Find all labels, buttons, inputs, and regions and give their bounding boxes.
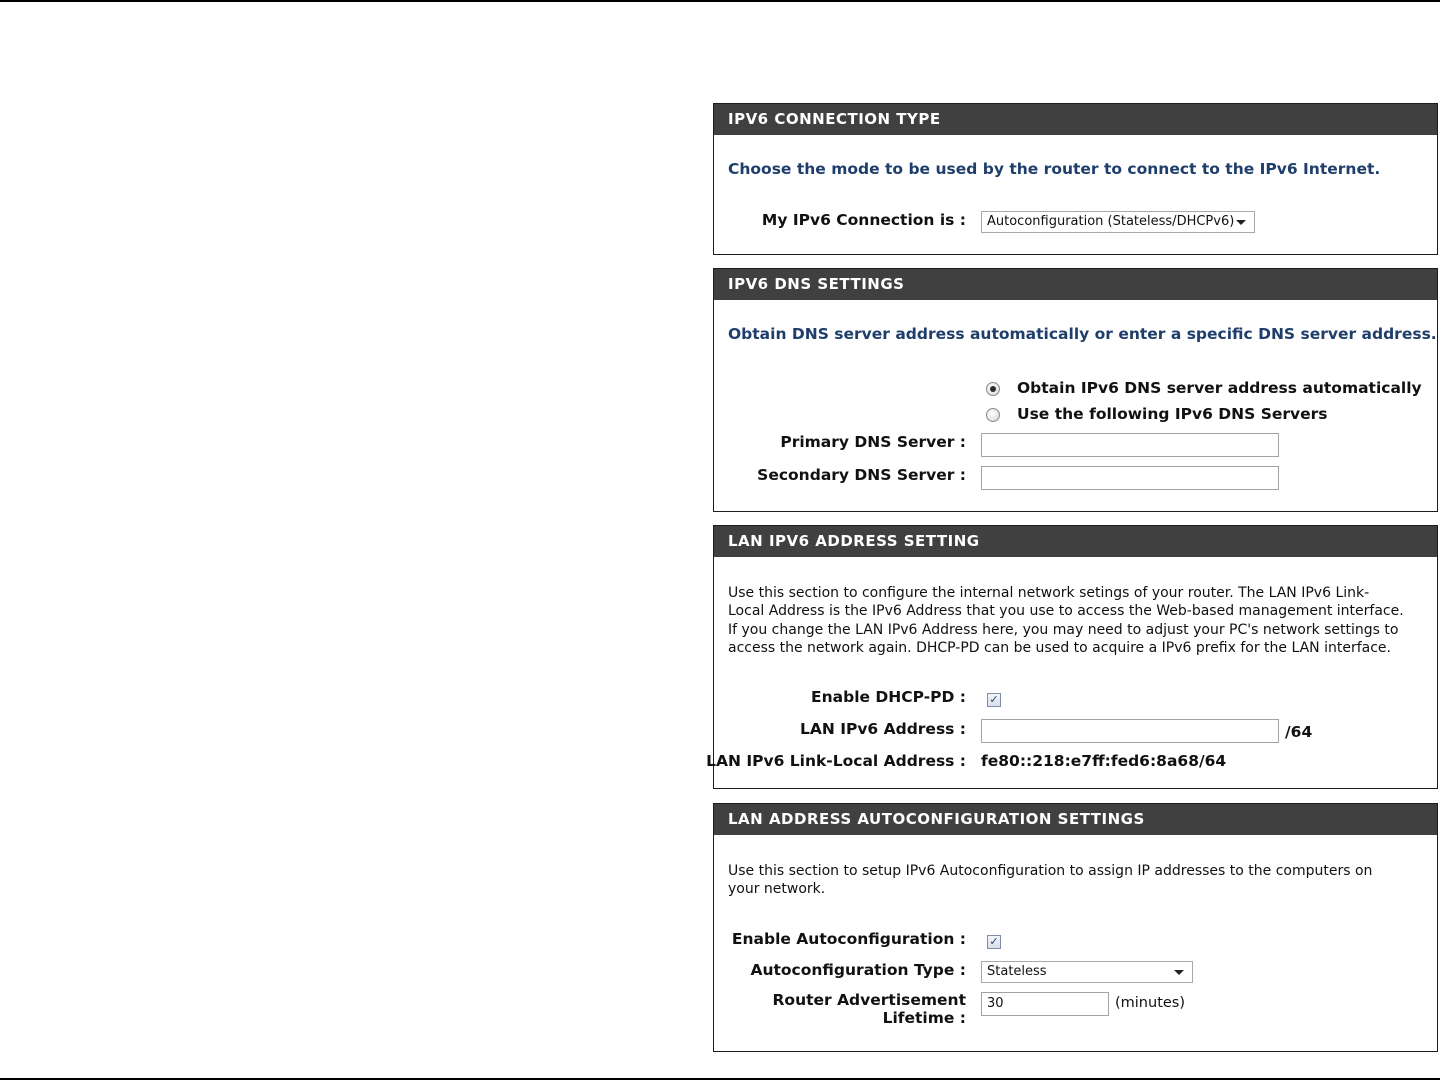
ipv6-connection-type-header: IPV6 CONNECTION TYPE [714, 104, 1437, 135]
primary-dns-label: Primary DNS Server : [780, 433, 966, 451]
dns-auto-radio-label[interactable]: Obtain IPv6 DNS server address automatically [1017, 379, 1422, 397]
bottom-rule [0, 1078, 1440, 1080]
intro-line: your network. [728, 881, 826, 898]
chevron-down-icon [1236, 220, 1246, 225]
router-adv-lifetime-label-line1: Router Advertisement [772, 991, 966, 1009]
ipv6-dns-settings-intro: Obtain DNS server address automatically or enter a specific DNS server address. [728, 325, 1437, 343]
dhcp-pd-checkbox[interactable]: ✓ [987, 693, 1001, 707]
connection-type-label: My IPv6 Connection is : [761, 211, 966, 229]
autoconfig-type-select[interactable] [981, 961, 1193, 983]
ipv6-dns-settings-header: IPV6 DNS SETTINGS [714, 269, 1437, 300]
top-rule [0, 0, 1440, 2]
intro-line: Local Address is the IPv6 Address that you use to access the Web-based management interface. [728, 603, 1404, 620]
ipv6-connection-type-intro: Choose the mode to be used by the router to connect to the IPv6 Internet. [728, 160, 1381, 178]
ipv6-connection-type-panel [713, 103, 1438, 255]
prefix-length-suffix: /64 [1285, 723, 1313, 741]
secondary-dns-label: Secondary DNS Server : [757, 466, 966, 484]
intro-line: Use this section to configure the internal network setings of your router. The LAN IPv6 Link- [728, 585, 1370, 601]
link-local-value: fe80::218:e7ff:fed6:8a68/64 [981, 752, 1227, 770]
lan-autoconfig-panel [713, 803, 1438, 1052]
lan-autoconfig-header: LAN ADDRESS AUTOCONFIGURATION SETTINGS [714, 804, 1437, 835]
router-adv-lifetime-label-line2: Lifetime : [882, 1009, 966, 1027]
dhcp-pd-label: Enable DHCP-PD : [811, 688, 966, 706]
link-local-label: LAN IPv6 Link-Local Address : [706, 752, 966, 770]
lan-ipv6-address-input[interactable] [981, 719, 1279, 743]
router-adv-lifetime-label [772, 991, 966, 1027]
connection-type-select[interactable] [981, 211, 1255, 233]
dns-manual-radio[interactable] [986, 408, 1000, 422]
secondary-dns-input[interactable] [981, 466, 1279, 490]
lan-ipv6-address-intro [728, 584, 1428, 657]
lan-ipv6-address-panel [706, 525, 1438, 789]
router-adv-lifetime-input[interactable]: 30 [981, 992, 1109, 1016]
autoconfig-type-value: Stateless [987, 964, 1047, 979]
enable-autoconfig-checkbox[interactable]: ✓ [987, 935, 1001, 949]
dns-manual-radio-label[interactable]: Use the following IPv6 DNS Servers [1017, 405, 1328, 423]
primary-dns-input[interactable] [981, 433, 1279, 457]
lan-autoconfig-intro [728, 862, 1428, 899]
lifetime-unit: (minutes) [1115, 995, 1186, 1011]
connection-type-value: Autoconfiguration (Stateless/DHCPv6) [987, 214, 1235, 229]
lan-ipv6-address-label: LAN IPv6 Address : [799, 720, 966, 738]
enable-autoconfig-label: Enable Autoconfiguration : [731, 930, 966, 948]
intro-line: If you change the LAN IPv6 Address here, you may need to adjust your PC's network settings to [728, 621, 1399, 638]
chevron-down-icon [1174, 970, 1184, 975]
dns-auto-radio[interactable] [986, 382, 1000, 396]
intro-line: access the network again. DHCP-PD can be used to acquire a IPv6 prefix for the LAN interface. [728, 639, 1391, 656]
autoconfig-type-label: Autoconfiguration Type : [750, 961, 966, 979]
lan-ipv6-address-header: LAN IPV6 ADDRESS SETTING [714, 526, 1437, 557]
intro-line: Use this section to setup IPv6 Autoconfiguration to assign IP addresses to the computers on [728, 863, 1373, 879]
ipv6-dns-settings-panel [713, 268, 1438, 512]
